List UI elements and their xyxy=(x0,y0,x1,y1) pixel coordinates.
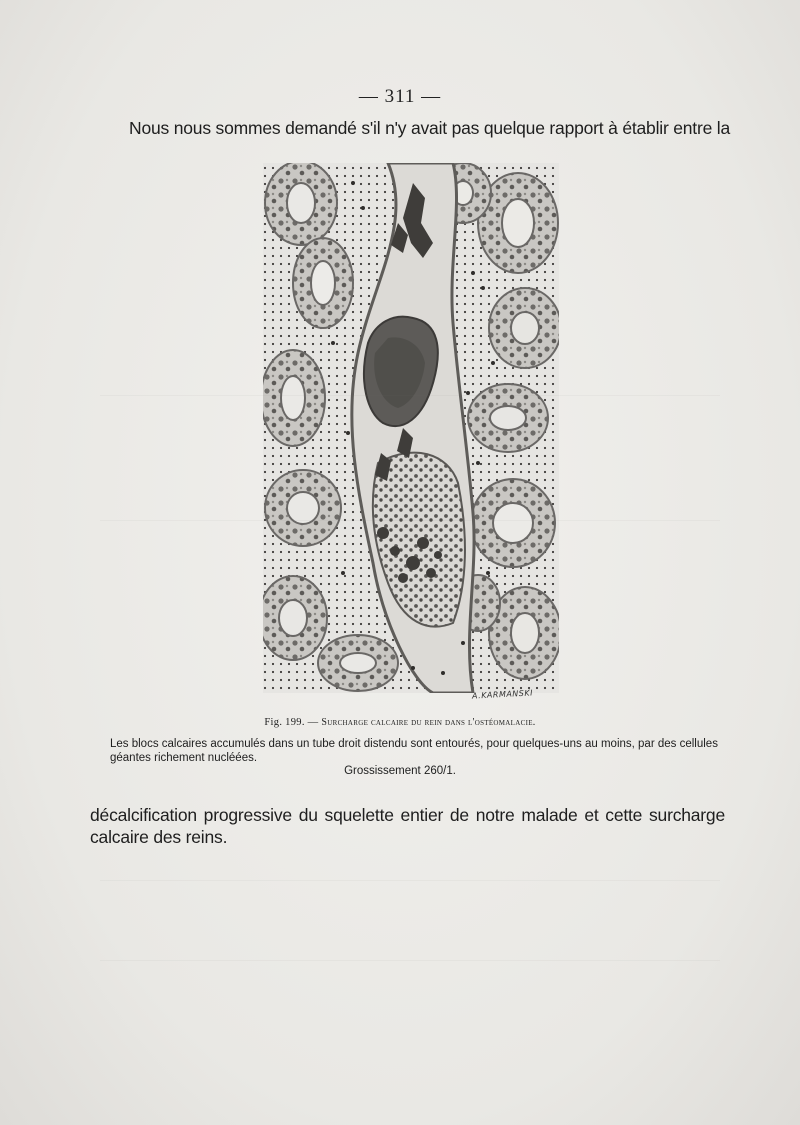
histology-figure xyxy=(263,163,559,693)
show-through-line xyxy=(100,880,720,881)
show-through-line xyxy=(100,520,720,521)
show-through-line xyxy=(100,960,720,961)
figure-title: Surcharge calcaire du rein dans l'ostéomalacie. xyxy=(321,717,536,728)
page-number: — 311 — xyxy=(358,86,442,107)
show-through-line xyxy=(100,395,720,396)
histology-illustration xyxy=(263,163,559,693)
figure-caption xyxy=(0,717,800,728)
intro-text-line: Nous nous sommes demandé s'il n'y avait pas quelque rapport à établir entre la xyxy=(129,118,731,138)
figure-magnification: Grossissement 260/1. xyxy=(344,765,456,777)
figure-description: Les blocs calcaires accumulés dans un tube droit distendu sont entourés, pour quelques-uns au moins, par des cellules géantes richement nucléées. xyxy=(110,738,718,764)
body-paragraph: décalcification progressive du squelette entier de notre malade et cette surcharge calcaire des reins. xyxy=(90,805,725,847)
artist-signature: A.KARMANSKI xyxy=(471,688,534,701)
figure-label: Fig. 199. — xyxy=(264,717,322,728)
